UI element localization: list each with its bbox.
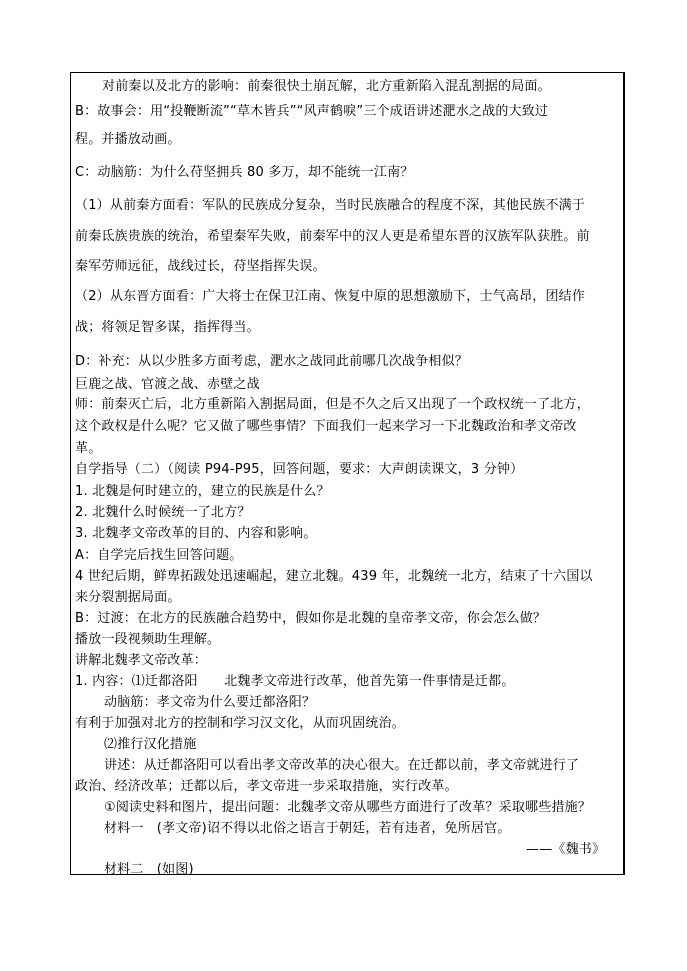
paragraph-line: 1. 北魏是何时建立的，建立的民族是什么？ bbox=[75, 484, 330, 499]
paragraph-line: 2. 北魏什么时候统一了北方？ bbox=[75, 505, 251, 520]
paragraph-line: ①阅读史料和图片，提出问题：北魏孝文帝从哪些方面进行了改革？采取哪些措施？ bbox=[104, 800, 592, 815]
paragraph-line: 程。并播放动画。 bbox=[75, 132, 181, 147]
source-citation: ——《魏书》 bbox=[526, 842, 606, 857]
paragraph-line: 材料二 (如图) bbox=[104, 862, 194, 877]
paragraph-line: 政治、经济改革；迁都以后，孝文帝进一步采取措施，实行改革。 bbox=[75, 779, 458, 794]
paragraph-line: 这个政权是什么呢？它又做了哪些事情？下面我们一起来学习一下北魏政治和孝文帝改 bbox=[75, 419, 577, 434]
paragraph-line: 讲述：从迁都洛阳可以看出孝文帝改革的决心很大。在迁都以前，孝文帝就进行了 bbox=[104, 758, 580, 773]
paragraph-line: C：动脑筋：为什么苻坚拥兵 80 多万，却不能统一江南？ bbox=[75, 165, 414, 180]
paragraph-line: 动脑筋：孝文帝为什么要迁都洛阳？ bbox=[104, 695, 316, 710]
paragraph-line: 4 世纪后期，鲜卑拓跋处迅速崛起，建立北魏。439 年，北魏统一北方，结束了十六国以 bbox=[75, 569, 593, 584]
paragraph-line: D：补充：从以少胜多方面考虑，淝水之战同此前哪几次战争相似？ bbox=[75, 354, 469, 369]
paragraph-line: 前秦氐族贵族的统治，希望秦军失败，前秦军中的汉人更是希望东晋的汉族军队获胜。前 bbox=[75, 229, 590, 244]
paragraph-line: B：故事会：用“投鞭断流”“草木皆兵”“风声鹤唳”三个成语讲述淝水之战的大致过 bbox=[75, 104, 549, 119]
paragraph-line: 讲解北魏孝文帝改革： bbox=[75, 653, 208, 668]
paragraph-line: ⑵推行汉化措施 bbox=[104, 737, 197, 752]
paragraph-line: 3. 北魏孝文帝改革的目的、内容和影响。 bbox=[75, 526, 317, 541]
paragraph-line: 革。 bbox=[75, 441, 102, 456]
paragraph-line: 1. 内容：⑴迁都洛阳 北魏孝文帝进行改革，他首先第一件事情是迁都。 bbox=[75, 674, 515, 689]
paragraph-line: 材料一 (孝文帝)诏不得以北俗之语言于朝廷，若有违者，免所居官。 bbox=[104, 821, 511, 836]
paragraph-line: 来分裂割据局面。 bbox=[75, 590, 181, 605]
paragraph-line: （2）从东晋方面看：广大将士在保卫江南、恢复中原的思想激励下，士气高昂，团结作 bbox=[75, 289, 586, 304]
paragraph-line: 自学指导（二）（阅读 P94-P95，回答问题，要求：大声朗读课文，3 分钟） bbox=[75, 462, 524, 477]
paragraph-line: （1）从前秦方面看：军队的民族成分复杂，当时民族融合的程度不深，其他民族不满于 bbox=[75, 198, 586, 213]
paragraph-line: 师：前秦灭亡后，北方重新陷入割据局面，但是不久之后又出现了一个政权统一了北方， bbox=[75, 397, 590, 412]
paragraph-line: 播放一段视频助生理解。 bbox=[75, 632, 221, 647]
right-border bbox=[624, 72, 625, 875]
paragraph-line: 战；将领足智多谋，指挥得当。 bbox=[75, 320, 260, 335]
paragraph-line: 对前秦以及北方的影响：前秦很快土崩瓦解，北方重新陷入混乱割据的局面。 bbox=[102, 79, 551, 94]
paragraph-line: A：自学完后找生回答问题。 bbox=[75, 548, 243, 563]
paragraph-line: B：过渡：在北方的民族融合趋势中，假如你是北魏的皇帝孝文帝，你会怎么做？ bbox=[75, 611, 547, 626]
paragraph-line: 有利于加强对北方的控制和学习汉文化，从而巩固统治。 bbox=[75, 716, 406, 731]
paragraph-line: 秦军劳师远征，战线过长，苻坚指挥失误。 bbox=[75, 259, 326, 274]
paragraph-line: 巨鹿之战、官渡之战、赤壁之战 bbox=[75, 377, 260, 392]
